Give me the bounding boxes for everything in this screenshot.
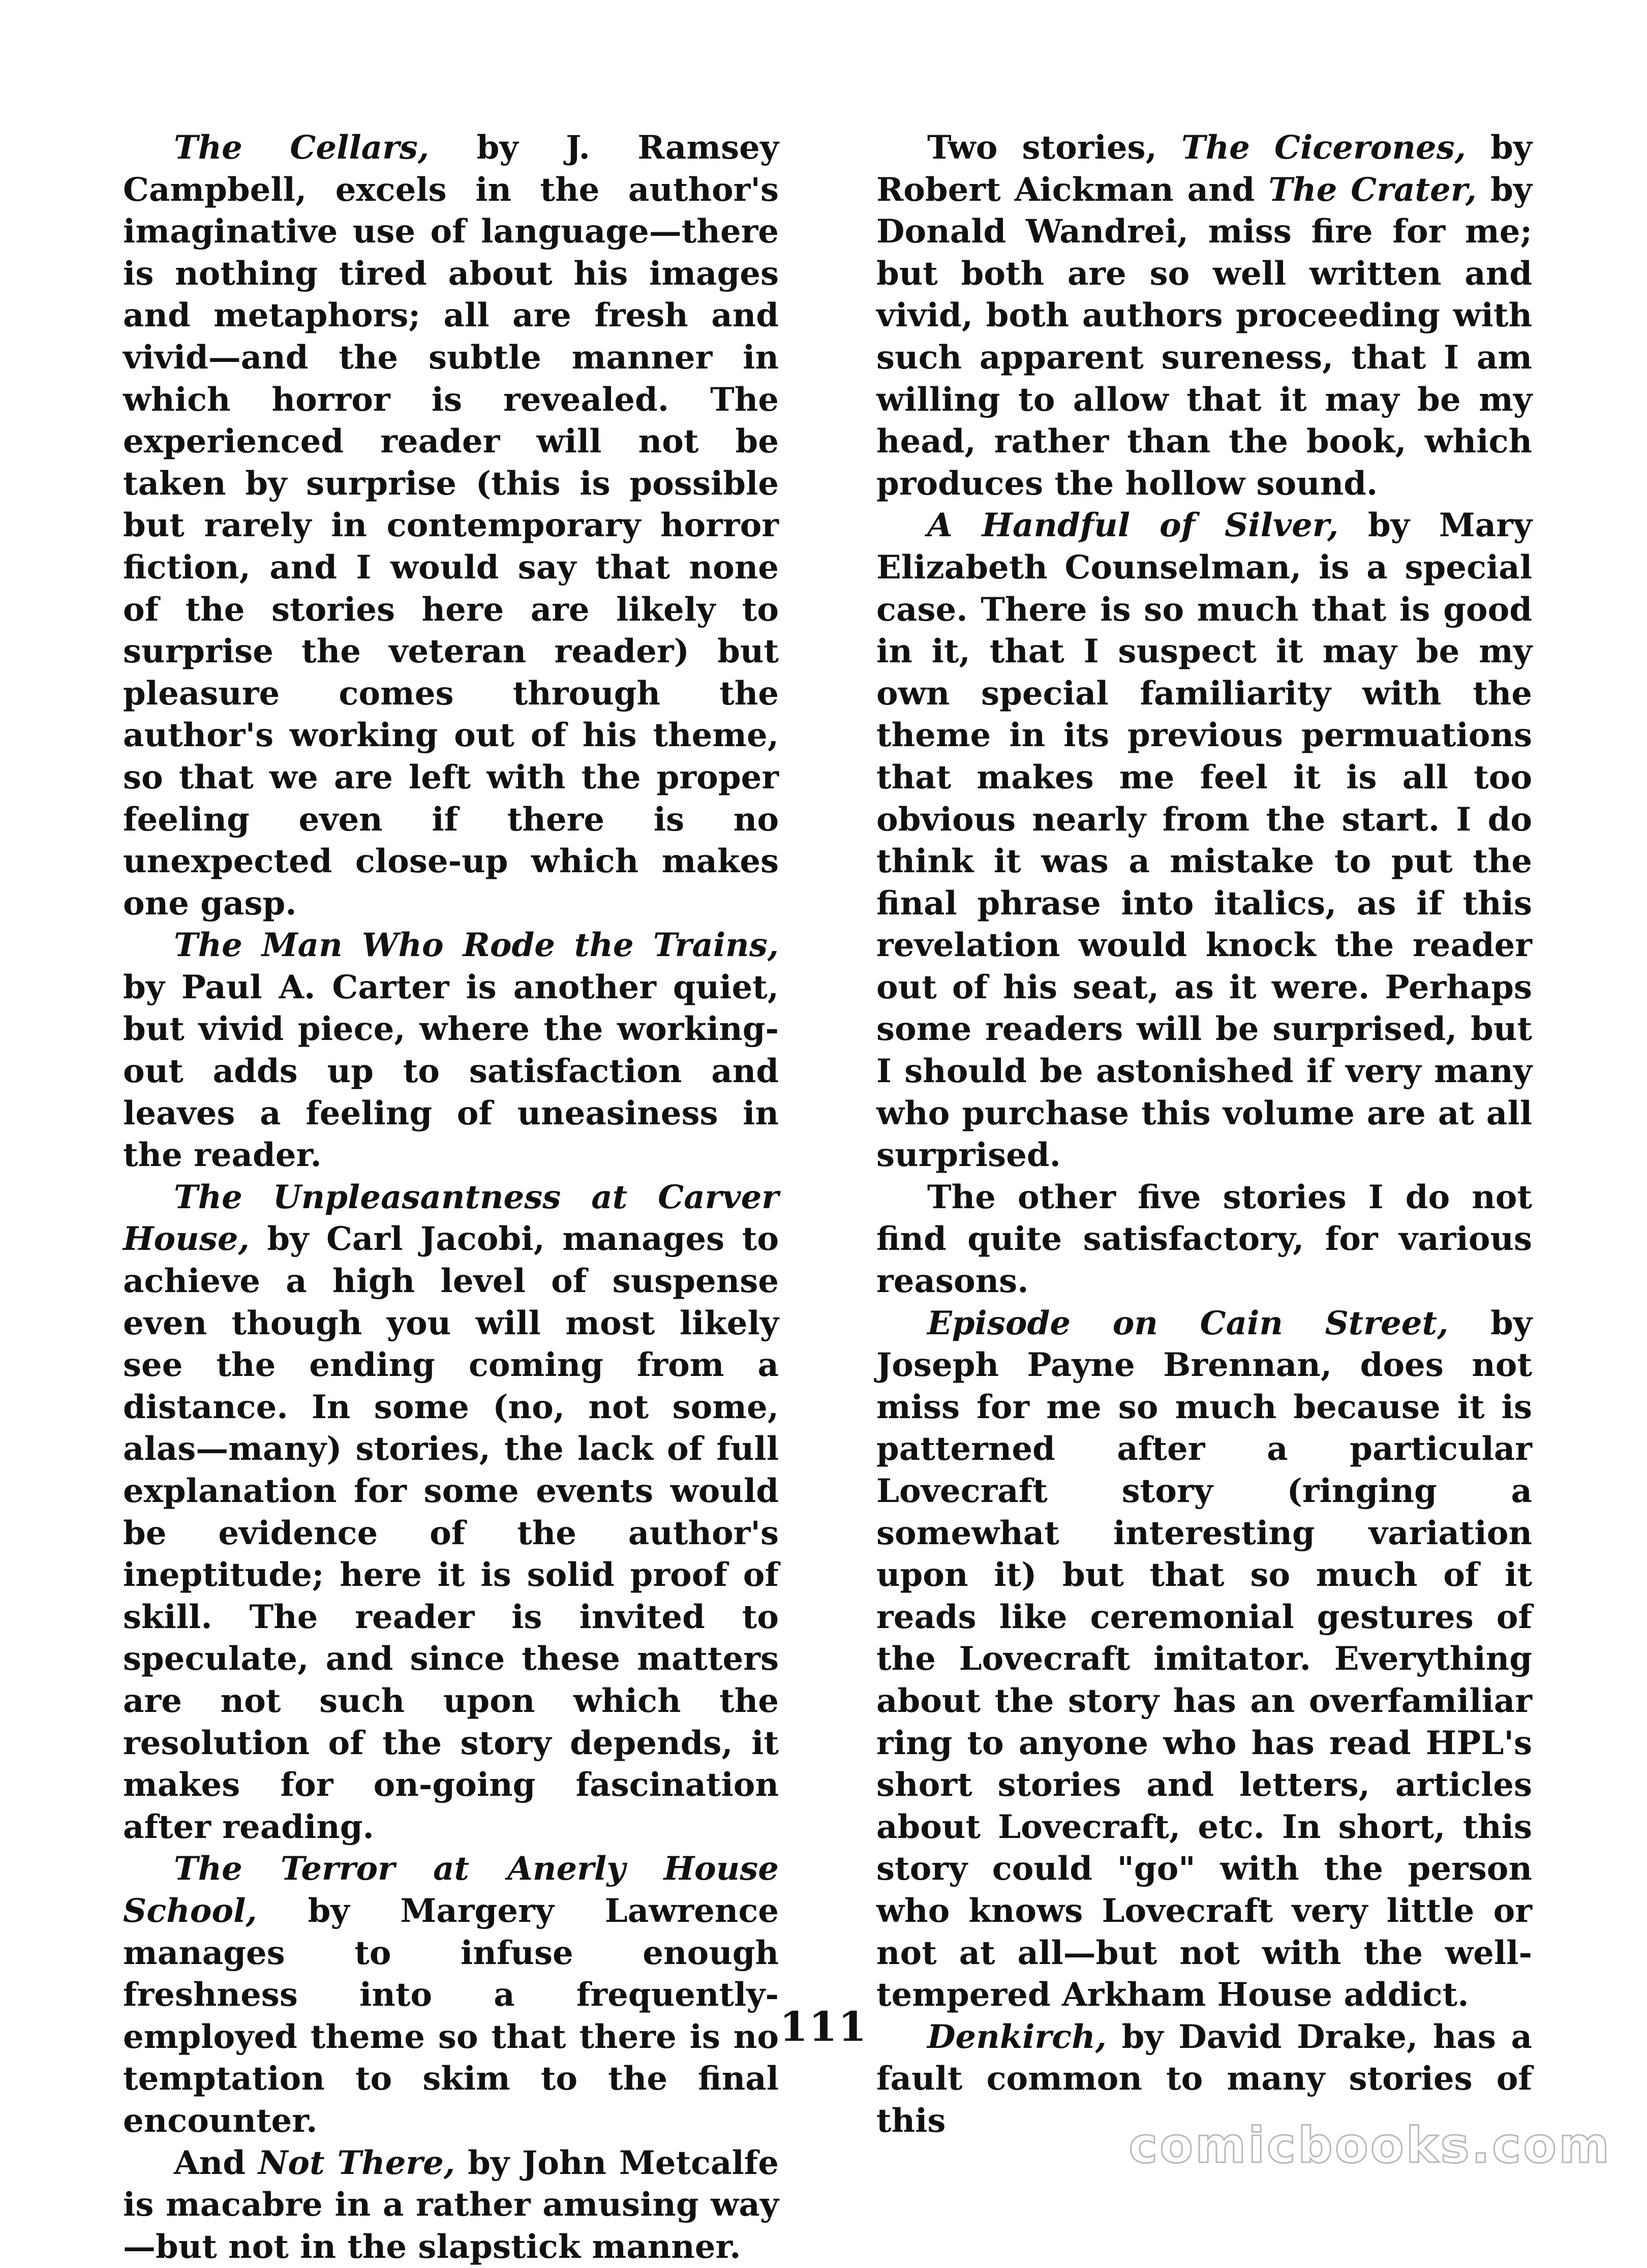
review-paragraph <box>876 1177 1532 1303</box>
story-title: The Cellars, <box>174 129 429 167</box>
review-paragraph <box>876 127 1532 505</box>
story-title: Denkirch, <box>927 2018 1107 2056</box>
review-paragraph <box>123 127 779 925</box>
story-title: The Unpleasantness at Carver House, <box>123 1178 779 1259</box>
paragraph-text: by Margery Lawrence manages to infuse enough freshness into a frequently-employed theme so that there is no temptation to skim to the final encounter. <box>123 1892 779 2140</box>
review-paragraph <box>123 1848 779 2142</box>
story-title: Not There, <box>258 2144 455 2182</box>
review-paragraph <box>123 925 779 1177</box>
review-paragraph <box>123 1177 779 1849</box>
paragraph-text: The other five stories I do not find quite satisfactory, for various reasons. <box>876 1178 1532 1300</box>
paragraph-lead: Two stories, <box>927 129 1181 167</box>
site-watermark: comicbooks.com <box>1128 2117 1611 2174</box>
paragraph-text: by Joseph Payne Brennan, does not miss for me so much because it is patterned after a particular Lovecraft story (ringing a somewhat interesting variation upon it) but that so much of it reads like ceremonial gestures of the Lovecraft imitator. Everything about the story has an overfamiliar ring to anyone who has read HPL's short stories and letters, articles about Lovecraft, etc. In short, this story could "go" with the person who knows Lovecraft very little or not at all—but not with the well-tempered Arkham House addict. <box>876 1304 1532 2014</box>
story-title: The Terror at Anerly House School, <box>123 1850 779 1930</box>
story-title: The Crater, <box>1268 171 1477 209</box>
story-title: The Cicerones, <box>1181 129 1466 167</box>
story-title: The Man Who Rode the Trains, <box>174 926 779 964</box>
right-column <box>876 127 1532 2142</box>
paragraph-text: by J. Ramsey Campbell, excels in the author's imaginative use of language—there is nothing tired about his images and metaphors; all are fresh and vivid—and the subtle manner in which horror is revealed. The experienced reader will not be taken by surprise (this is possible but rarely in contemporary horror fiction, and I would say that none of the stories here are likely to surprise the veteran reader) but pleasure comes through the author's working out of his theme, so that we are left with the proper feeling even if there is no unexpected close-up which makes one gasp. <box>123 129 779 923</box>
page-number: 111 <box>762 2003 884 2050</box>
paragraph-text: by Paul A. Carter is another quiet, but vivid piece, where the working-out adds up to satisfaction and leaves a feeling of uneasiness in the reader. <box>123 968 779 1174</box>
paragraph-text: by Robert Aickman and <box>876 129 1532 209</box>
review-paragraph <box>876 1303 1532 2016</box>
paragraph-text: by Carl Jacobi, manages to achieve a high level of suspense even though you will most likely see the ending coming from a distance. In some (no, not some, alas—many) stories, the lack of full explanation for some events would be evidence of the author's ineptitude; here it is solid proof of skill. The reader is invited to speculate, and since these matters are not such upon which the resolution of the story depends, it makes for on-going fascination after reading. <box>123 1220 779 1846</box>
paragraph-text: by Donald Wandrei, miss fire for me; but both are so well written and vivid, both authors proceeding with such apparent sureness, that I am willing to allow that it may be my head, rather than the book, which produces the hollow sound. <box>876 171 1532 503</box>
paragraph-text: by John Metcalfe is macabre in a rather amusing way —but not in the slapstick manner. <box>123 2144 779 2266</box>
paragraph-lead: And <box>174 2144 258 2182</box>
paragraph-text: by Mary Elizabeth Counselman, is a special case. There is so much that is good in it, that I suspect it may be my own special familiarity with the theme in its previous permuations that makes me feel it is all too obvious nearly from the start. I do think it was a mistake to put the final phrase into italics, as if this revelation would knock the reader out of his seat, as it were. Perhaps some readers will be surprised, but I should be astonished if very many who purchase this volume are at all surprised. <box>876 506 1532 1174</box>
paragraph-text: by David Drake, has a fault common to many stories of this <box>876 2018 1532 2140</box>
story-title: A Handful of Silver, <box>927 506 1338 544</box>
review-paragraph <box>123 2142 779 2268</box>
left-column <box>123 127 779 2268</box>
review-paragraph <box>876 505 1532 1177</box>
story-title: Episode on Cain Street, <box>927 1304 1448 1342</box>
